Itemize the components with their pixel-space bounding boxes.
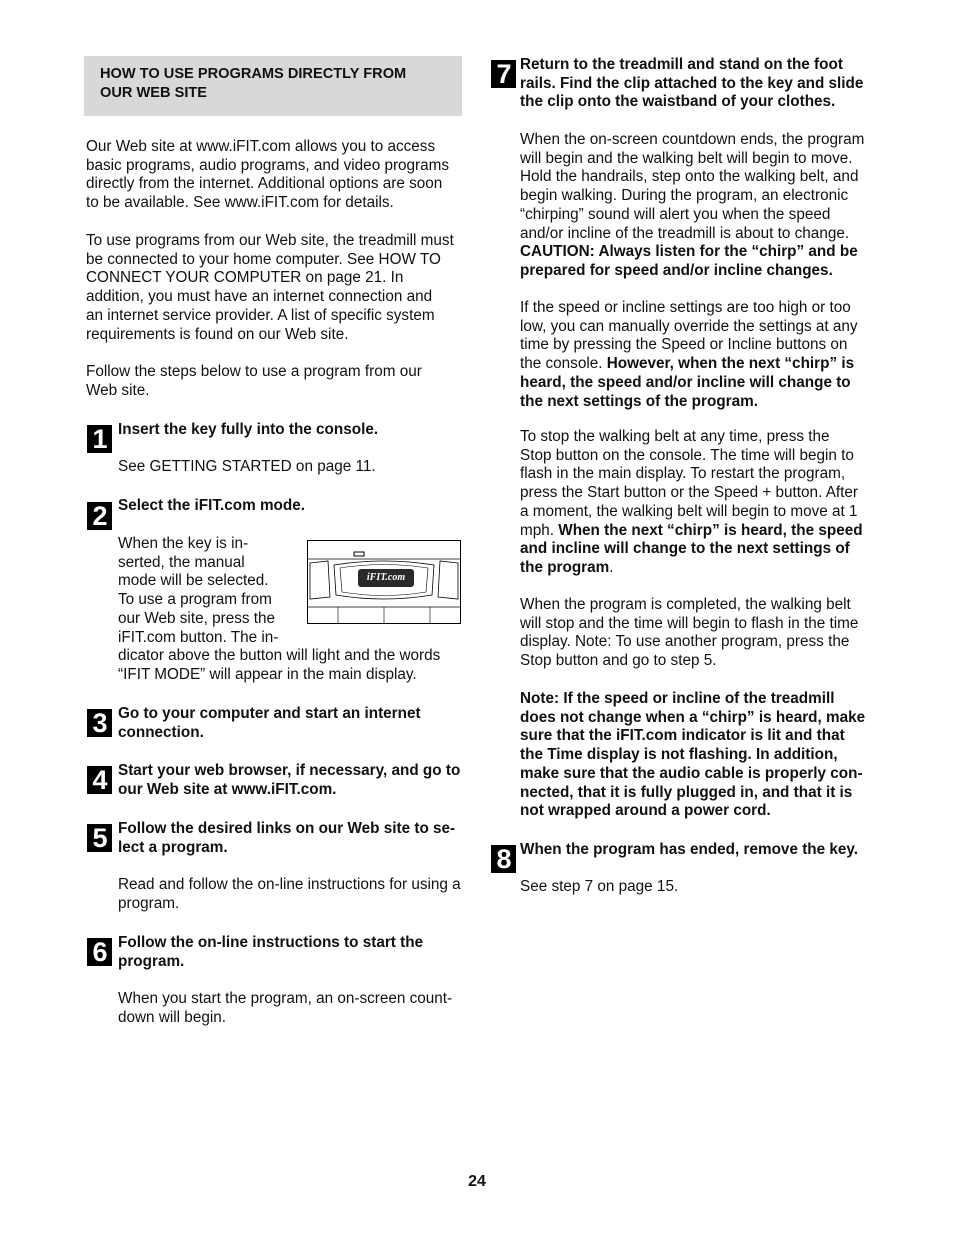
step-7-paragraph-3 (520, 428, 880, 578)
step-7-paragraph-1 (520, 131, 880, 281)
text-line: the Time display is not flashing. In addition, (520, 746, 838, 764)
step-8-body (520, 878, 880, 897)
text-line: To use a program from (118, 591, 272, 609)
text-line: See step 7 on page 15. (520, 878, 679, 895)
text-line: Select the iFIT.com mode. (118, 497, 306, 514)
page-number: 24 (468, 1173, 486, 1190)
text-line: Start your web browser, if necessary, and go to (118, 762, 461, 779)
step-5-body (118, 876, 473, 913)
ifit-com-label: iFIT.com (366, 572, 406, 583)
text-line: will begin and the walking belt will begin to move. (520, 149, 853, 167)
section-title-line2: OUR WEB SITE (100, 85, 208, 101)
text-line: To stop the walking belt at any time, press the (520, 428, 830, 445)
text-line: mode will be selected. (118, 572, 269, 590)
step-1-body (118, 458, 468, 477)
left-panel (310, 561, 330, 599)
text-line: directly from the internet. Additional options are soon (86, 175, 443, 193)
text-line: Web site. (86, 381, 150, 399)
text-line: iFIT.com button. The in- (118, 628, 279, 646)
text-line: time by pressing the Speed or Incline buttons on (520, 336, 848, 354)
step-number-6: 6 (87, 938, 112, 966)
console-illustration (307, 540, 461, 624)
text-line (520, 355, 880, 374)
text-line: rails. Find the clip attached to the key and slide (520, 74, 864, 92)
step-8-title (520, 841, 880, 860)
text-line: basic programs, audio programs, and video programs (86, 156, 450, 174)
text-line (520, 559, 880, 578)
text-line: Follow the on-line instructions to start the (118, 934, 424, 951)
step-number-2: 2 (87, 502, 112, 530)
text-line: Read and follow the on-line instructions for using a (118, 876, 461, 893)
step-2-body-wide (118, 647, 468, 684)
text-line: Go to your computer and start an internet (118, 705, 421, 722)
step-2-body-narrow (118, 535, 308, 647)
text-line: Return to the treadmill and stand on the foot (520, 56, 843, 73)
text-span: the console. (520, 355, 607, 373)
text-line: Follow the steps below to use a program from our (86, 363, 422, 380)
text-line: When the program has ended, remove the key. (520, 841, 859, 858)
step-3-title (118, 705, 468, 742)
text-line: When the on-screen countdown ends, the program (520, 131, 865, 148)
text-line: Stop button and go to step 5. (520, 652, 717, 670)
text-line: Note: If the speed or incline of the treadmill (520, 690, 835, 707)
text-span: mph. (520, 521, 559, 539)
text-line: press the Start button or the Speed + button. After (520, 484, 859, 502)
text-line: To use programs from our Web site, the treadmill must (86, 232, 454, 249)
text-line: flash in the main display. To restart the program, (520, 465, 846, 483)
text-line: “chirping” sound will alert you when the speed (520, 205, 831, 223)
text-line: the clip onto the waistband of your clothes. (520, 93, 836, 111)
text-line: Our Web site at www.iFIT.com allows you to access (86, 138, 436, 155)
text-line: “IFIT MODE” will appear in the main display. (118, 665, 417, 683)
text-span-bold: the program (520, 558, 610, 576)
step-6-body (118, 990, 473, 1027)
ifit-com-button[interactable] (358, 569, 414, 587)
text-line: begin walking. During the program, an electronic (520, 187, 849, 205)
text-line: serted, the manual (118, 553, 245, 571)
text-line: When the program is completed, the walking belt (520, 596, 851, 613)
text-line: our Web site at www.iFIT.com. (118, 780, 337, 798)
text-line: a moment, the walking belt will begin to move at 1 (520, 502, 858, 520)
text-line: not wrapped around a power cord. (520, 802, 771, 820)
text-line: When the key is in- (118, 535, 249, 552)
step-7-paragraph-2 (520, 299, 880, 411)
text-line: to be available. See www.iFIT.com for details. (86, 194, 394, 212)
step-2-title (118, 497, 468, 516)
text-line: program. (118, 894, 180, 912)
step-6-title (118, 934, 468, 971)
text-line: Hold the handrails, step onto the walking belt, and (520, 168, 859, 186)
text-line: When you start the program, an on-screen count- (118, 990, 453, 1007)
text-line: will stop and the time will begin to flash in the time (520, 614, 859, 632)
text-line: low, you can manually override the settings at any (520, 317, 858, 335)
text-line: addition, you must have an internet connection and (86, 288, 433, 306)
text-line: lect a program. (118, 838, 228, 856)
text-line: display. Note: To use another program, press the (520, 633, 850, 651)
text-line: does not change when a “chirp” is heard, make (520, 708, 866, 726)
text-line: down will begin. (118, 1008, 226, 1026)
text-line: and/or incline of the treadmill is about to change. (520, 224, 850, 242)
step-7-paragraph-4 (520, 596, 880, 671)
step-1-title (118, 421, 468, 440)
step-7-title (520, 56, 880, 112)
caution-line: CAUTION: Always listen for the “chirp” and be (520, 243, 858, 261)
text-line: heard, the speed and/or incline will change to (520, 373, 851, 391)
text-span-bold: When the next “chirp” is heard, the speed (558, 521, 863, 539)
indicator-light (354, 552, 364, 556)
text-line: sure that the iFIT.com indicator is lit and that (520, 727, 845, 745)
text-line: program. (118, 952, 185, 970)
section-title-line1: HOW TO USE PROGRAMS DIRECTLY FROM (100, 66, 407, 82)
text-line: Follow the desired links on our Web site to se- (118, 820, 456, 837)
text-line: an internet service provider. A list of specific system (86, 306, 435, 324)
text-line: our Web site, press the (118, 609, 276, 627)
text-line: make sure that the audio cable is properly con- (520, 764, 863, 782)
intro-paragraph-3 (86, 363, 466, 400)
text-line: the next settings of the program. (520, 392, 758, 410)
step-number-1: 1 (87, 425, 112, 453)
step-4-title (118, 762, 473, 799)
step-number-8: 8 (491, 845, 516, 873)
step-5-title (118, 820, 468, 857)
text-line: be connected to your home computer. See HOW TO (86, 250, 441, 268)
text-line: Stop button on the console. The time will begin to (520, 446, 854, 464)
text-line: CONNECT YOUR COMPUTER on page 21. In (86, 269, 404, 287)
intro-paragraph-2 (86, 232, 466, 344)
text-line: nected, that it is fully plugged in, and that it is (520, 783, 853, 801)
text-line (520, 522, 880, 541)
step-number-4: 4 (87, 766, 112, 794)
text-span-bold: However, when the next “chirp” is (606, 355, 855, 373)
text-line: If the speed or incline settings are too high or too (520, 299, 851, 316)
step-number-7: 7 (491, 60, 516, 88)
text-line: Insert the key fully into the console. (118, 421, 379, 438)
step-number-3: 3 (87, 709, 112, 737)
intro-paragraph-1 (86, 138, 466, 213)
text-line: and incline will change to the next settings of (520, 540, 850, 558)
text-line: requirements is found on our Web site. (86, 325, 349, 343)
caution-line: prepared for speed and/or incline changes. (520, 261, 833, 279)
text-span: . (609, 558, 614, 576)
step-number-5: 5 (87, 824, 112, 852)
text-line: connection. (118, 723, 204, 741)
text-line: dicator above the button will light and the words (118, 647, 441, 664)
right-panel (438, 561, 458, 599)
text-line: See GETTING STARTED on page 11. (118, 458, 376, 475)
section-header (84, 56, 462, 116)
step-7-note (520, 690, 880, 821)
